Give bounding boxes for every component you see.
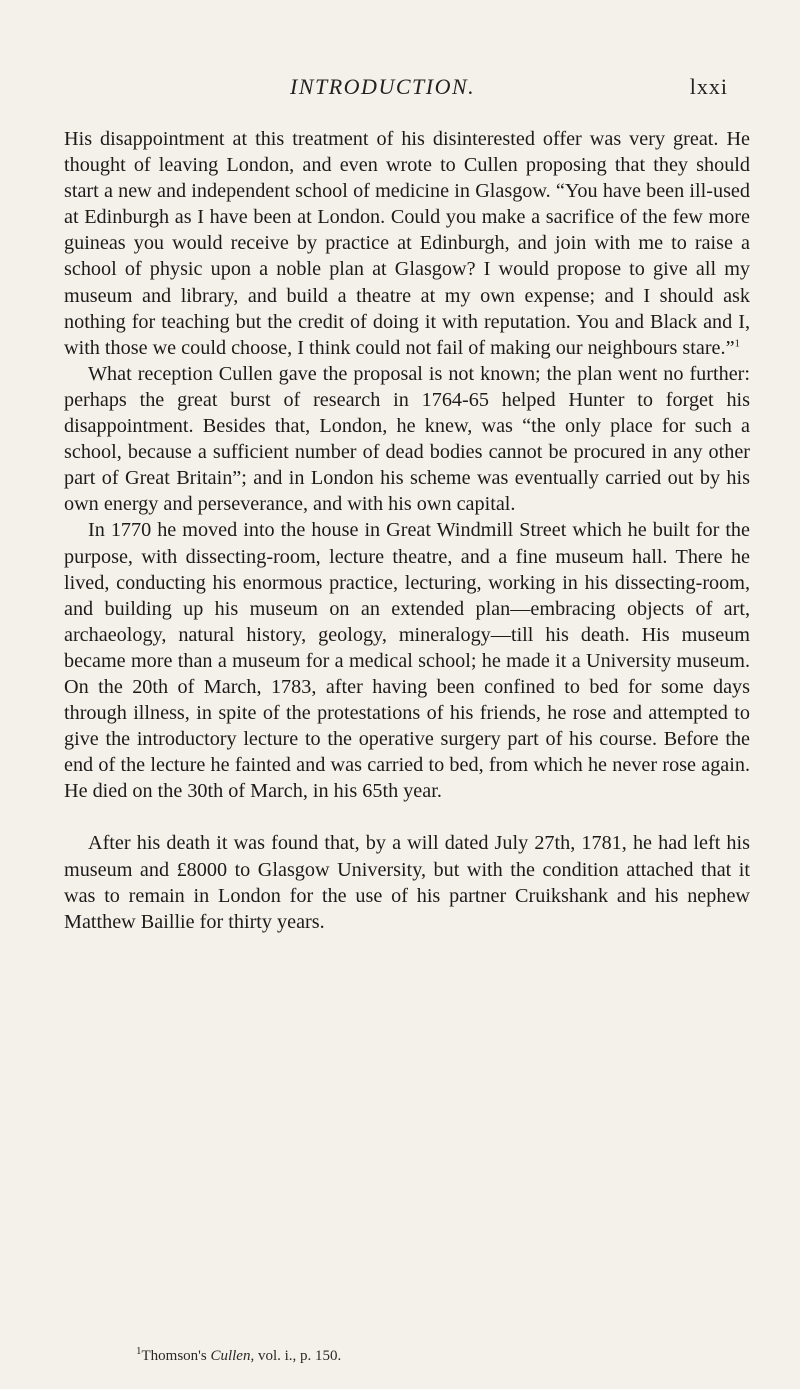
body-text xyxy=(64,126,750,935)
paragraph-text: After his death it was found that, by a will dated July 27th, 1781, he had left his museum and £8000 to Glasgow University, but with the condition attached that it was to remain in London for the use of his partner Cruikshank and his nephew Matthew Baillie for thirty years. xyxy=(64,832,750,933)
page-number: lxxi xyxy=(689,74,728,99)
footnote-citation: , vol. i., p. 150. xyxy=(250,1348,342,1364)
running-title: INTRODUCTION. xyxy=(290,74,476,99)
paragraph xyxy=(64,361,750,518)
footnote-text: Thomson's xyxy=(141,1348,211,1364)
footnote-marker: 1 xyxy=(136,1345,142,1357)
paragraph xyxy=(64,517,750,804)
paragraph xyxy=(64,126,750,361)
paragraph xyxy=(64,830,750,934)
paragraph-text: In 1770 he moved into the house in Great Windmill Street which he built for the purpose, with dissecting-room, lecture theatre, and a fine museum hall. There he lived, conducting his enormous practice, lecturing, working in his dissecting-room, and building up his museum on an extended plan—embracing objects of art, archaeology, natural history, geology, mineralogy—till his death. His museum became more than a museum for a medical school; he made it a University museum. On the 20th of March, 1783, after having been confined to bed for some days through illness, in spite of the protestations of his friends, he rose and attempted to give the introductory lecture to the operative surgery part of his course. Before the end of the lecture he fainted and was carried to bed, from which he never rose again. He died on the 30th of March, in his 65th year. xyxy=(64,519,750,803)
paragraph-text: What reception Cullen gave the proposal is not known; the plan went no further: perhaps the great burst of research in 1764-65 helped Hunter to forget his disappointment. Besides that, London, he knew, was “the only place for such a school, because a sufficient number of dead bodies cannot be procured in any other part of Great Britain”; and in London his scheme was eventually carried out by his own energy and perseverance, and with his own capital. xyxy=(64,362,750,516)
footnote xyxy=(136,1345,342,1365)
paragraph-text: His disappointment at this treatment of his disinterested offer was very great. He thought of leaving London, and even wrote to Cullen proposing that they should start a new and independent school of medicine in Glasgow. “You have been ill-used at Edinburgh as I have been at London. Could you make a sacrifice of the few more guineas you would receive by practice at Edinburgh, and join with me to raise a school of physic upon a noble plan at Glasgow? I would propose to give all my museum and library, and build a theatre at my own expense; and I should ask nothing for teaching but the credit of doing it with reputation. You and Black and I, with those we could choose, I think could not fail of making our neighbours stare.” xyxy=(64,128,750,359)
footnote-reference: 1 xyxy=(734,337,741,350)
footnote-title: Cullen xyxy=(210,1348,251,1364)
page-header xyxy=(0,74,800,108)
